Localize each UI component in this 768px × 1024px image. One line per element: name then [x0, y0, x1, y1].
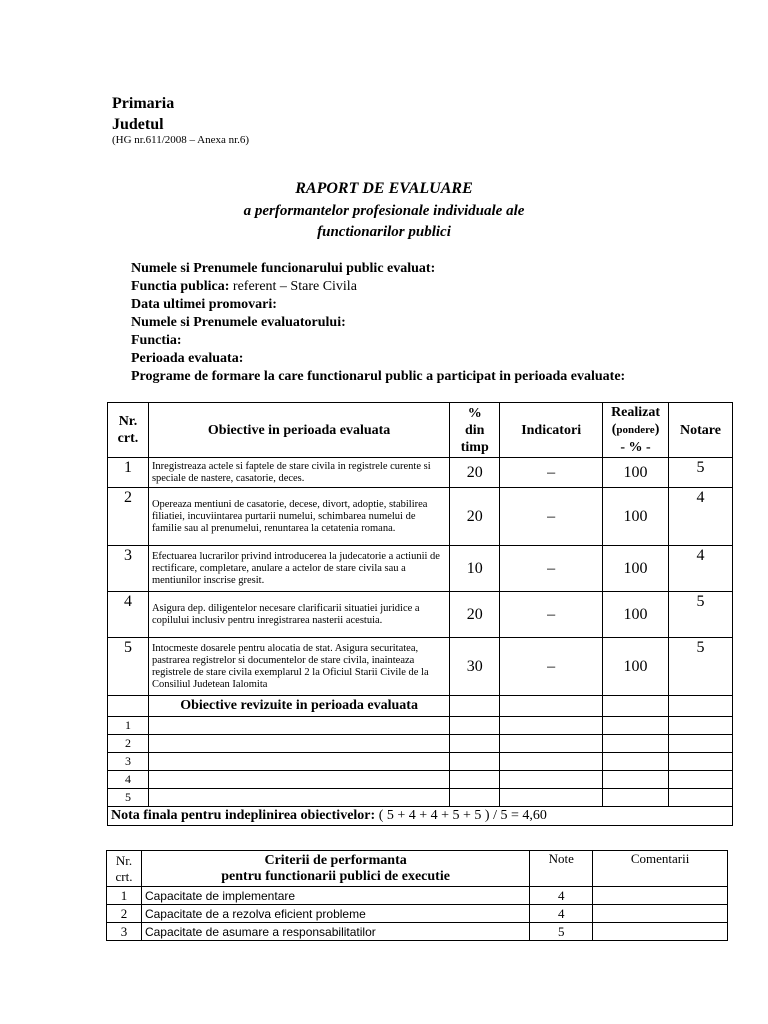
- revised-objective-row: [108, 735, 733, 753]
- objective-realized: 100: [603, 458, 669, 488]
- objective-nr: 2: [108, 488, 149, 546]
- objective-indicator: –: [500, 488, 603, 546]
- objective-time-percent: 30: [450, 638, 500, 696]
- final-grade: [108, 807, 733, 826]
- training-programs-label: Programe de formare la care functionarul public a participat in perioada evaluate:: [131, 369, 626, 384]
- function-value: referent – Stare Civila: [229, 279, 357, 294]
- objective-text: Inregistreaza actele si faptele de stare civila in registrele curente si speciale de nastere, casatorie, deces.: [148, 458, 449, 488]
- objective-row: [108, 638, 733, 696]
- criteria-header-row: [107, 851, 728, 887]
- criteria-nr: 2: [107, 905, 142, 923]
- objective-realized: 100: [603, 592, 669, 638]
- objective-text: Opereaza mentiuni de casatorie, decese, divort, adoptie, stabilirea filiatiei, incuviintarea purtarii numelui, schimbarea numelui de familie sau al prenumelui, renuntarea la cetatenia romana.: [148, 488, 449, 546]
- objective-indicator: –: [500, 546, 603, 592]
- objective-row: [108, 592, 733, 638]
- revised-nr: 4: [108, 771, 149, 789]
- evaluator-function-label: Functia:: [131, 333, 182, 348]
- revised-objectives-title: Obiective revizuite in perioada evaluata: [148, 696, 449, 717]
- objective-grade: 4: [669, 546, 733, 592]
- objective-time-percent: 20: [450, 592, 500, 638]
- criteria-header-comments: Comentarii: [593, 851, 728, 887]
- criteria-comment: [593, 923, 728, 941]
- objective-text: Efectuarea lucrarilor privind introducerea la judecatorie a actiunii de rectificare, completare, anulare a actelor de stare civila sau a mentiunilor inscrise gresit.: [148, 546, 449, 592]
- objective-time-percent: 20: [450, 488, 500, 546]
- revised-objective-row: [108, 789, 733, 807]
- criteria-comment: [593, 905, 728, 923]
- criteria-row: [107, 905, 728, 923]
- criteria-text: Capacitate de implementare: [141, 887, 529, 905]
- final-grade-value: ( 5 + 4 + 4 + 5 + 5 ) / 5 = 4,60: [375, 808, 547, 823]
- criteria-table: [106, 850, 728, 941]
- revised-nr: 2: [108, 735, 149, 753]
- criteria-note: 4: [530, 905, 593, 923]
- report-title: RAPORT DE EVALUARE: [295, 180, 473, 197]
- report-subtitle-1: a performantelor profesionale individuale ale: [243, 203, 525, 219]
- revised-nr: 5: [108, 789, 149, 807]
- evaluation-period-label: Perioada evaluata:: [131, 351, 244, 366]
- objective-time-percent: 20: [450, 458, 500, 488]
- objective-time-percent: 10: [450, 546, 500, 592]
- objective-realized: 100: [603, 488, 669, 546]
- objective-row: [108, 546, 733, 592]
- objective-indicator: –: [500, 458, 603, 488]
- objective-indicator: –: [500, 592, 603, 638]
- objective-grade: 4: [669, 488, 733, 546]
- criteria-row: [107, 887, 728, 905]
- header-realized: Realizat (pondere) - % -: [603, 403, 669, 458]
- evaluated-name-label: Numele si Prenumele funcionarului public evaluat:: [131, 261, 436, 276]
- criteria-nr: 1: [107, 887, 142, 905]
- legal-reference: (HG nr.611/2008 – Anexa nr.6): [112, 134, 250, 146]
- header-nr: Nr. crt.: [108, 403, 149, 458]
- objective-text: Asigura dep. diligentelor necesare clarificarii situatiei juridice a copilului inclusiv pentru inregistrarea nasterii acestuia.: [148, 592, 449, 638]
- header-indicators: Indicatori: [500, 403, 603, 458]
- objective-grade: 5: [669, 592, 733, 638]
- objective-grade: 5: [669, 458, 733, 488]
- criteria-comment: [593, 887, 728, 905]
- objective-nr: 3: [108, 546, 149, 592]
- revised-nr: 1: [108, 717, 149, 735]
- criteria-header-note: Note: [530, 851, 593, 887]
- criteria-text: Capacitate de a rezolva eficient probleme: [141, 905, 529, 923]
- promotion-date-label: Data ultimei promovari:: [131, 297, 277, 312]
- objectives-table: [107, 402, 733, 826]
- criteria-header-title: Criterii de performanta pentru functionarii publici de executie: [141, 851, 529, 887]
- report-subtitle-2: functionarilor publici: [317, 224, 451, 240]
- header-objectives: Obiective in perioada evaluata: [148, 403, 449, 458]
- county-label: Judetul: [112, 116, 164, 133]
- criteria-note: 5: [530, 923, 593, 941]
- revised-nr: 3: [108, 753, 149, 771]
- objective-nr: 4: [108, 592, 149, 638]
- objective-row: [108, 488, 733, 546]
- criteria-header-nr: Nr. crt.: [107, 851, 142, 887]
- objectives-header-row: [108, 403, 733, 458]
- objective-grade: 5: [669, 638, 733, 696]
- criteria-nr: 3: [107, 923, 142, 941]
- revised-objective-row: [108, 771, 733, 789]
- objective-realized: 100: [603, 546, 669, 592]
- institution-name: Primaria: [112, 95, 175, 112]
- final-grade-row: [108, 807, 733, 826]
- revised-objective-row: [108, 717, 733, 735]
- function-label: Functia publica:: [131, 279, 230, 294]
- header-time-percent: % din timp: [450, 403, 500, 458]
- final-grade-label: Nota finala pentru indeplinirea obiectivelor:: [111, 808, 376, 823]
- criteria-row: [107, 923, 728, 941]
- objective-row: [108, 458, 733, 488]
- criteria-note: 4: [530, 887, 593, 905]
- objective-nr: 5: [108, 638, 149, 696]
- employee-info: [131, 260, 625, 386]
- objective-text: Intocmeste dosarele pentru alocatia de stat. Asigura securitatea, pastrarea registrelor si documentelor de stare civila, inainteaza registrele de stare civila exemplarul 2 la Oficiul Starii Civile de la Consiliul Judetean Ialomita: [148, 638, 449, 696]
- revised-objective-row: [108, 753, 733, 771]
- objective-nr: 1: [108, 458, 149, 488]
- criteria-text: Capacitate de asumare a responsabilitatilor: [141, 923, 529, 941]
- header-grade: Notare: [669, 403, 733, 458]
- objective-realized: 100: [603, 638, 669, 696]
- revised-objectives-title-row: [108, 696, 733, 717]
- evaluator-name-label: Numele si Prenumele evaluatorului:: [131, 315, 346, 330]
- objective-indicator: –: [500, 638, 603, 696]
